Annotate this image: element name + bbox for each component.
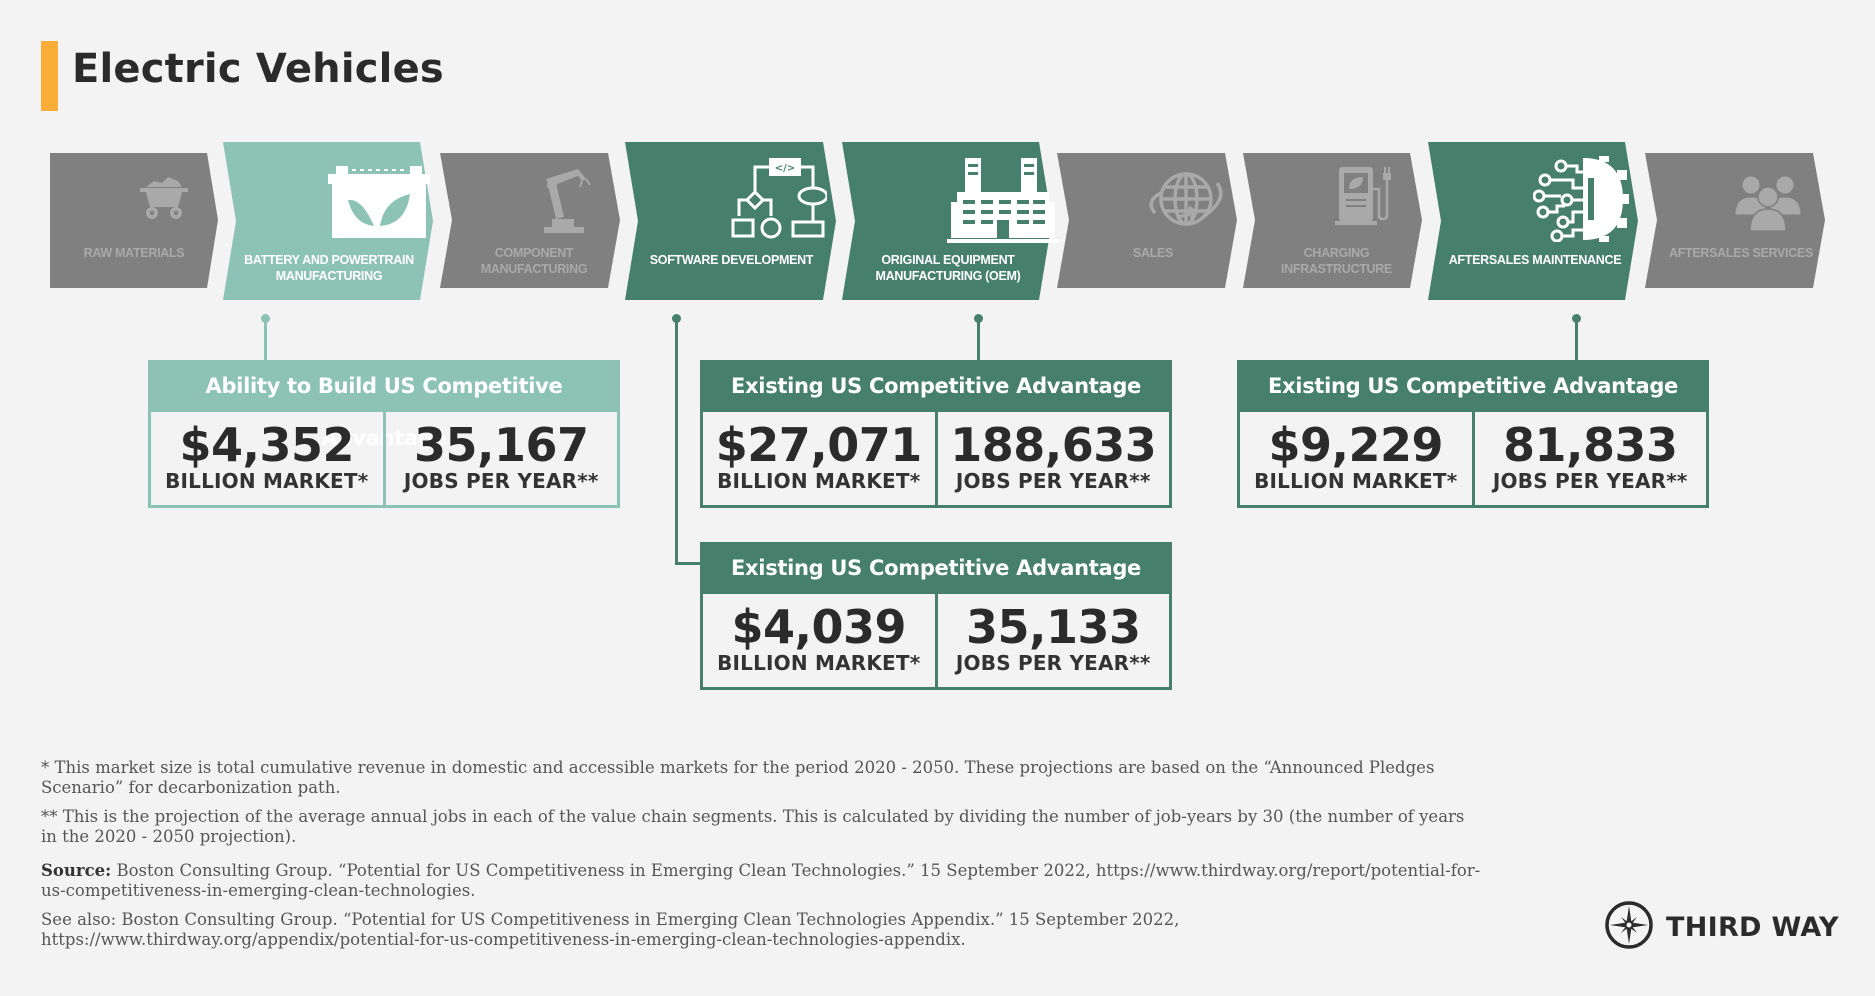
segment-component-manufacturing — [440, 153, 620, 288]
stat-box-heading: Existing US Competitive Advantage — [700, 360, 1172, 412]
stat-box-aftersales — [1237, 360, 1709, 508]
connector-line-battery — [264, 318, 267, 360]
segment-label: SOFTWARE DEVELOPMENT — [649, 253, 814, 267]
stat-box-heading: Existing US Competitive Advantage — [700, 542, 1172, 594]
segment-battery-powertrain — [223, 142, 433, 300]
jobs-value: 35,133 — [965, 600, 1141, 654]
connector-line-software-horizontal — [675, 562, 701, 565]
jobs-cell — [935, 412, 1170, 505]
svg-text:</>: </> — [774, 163, 795, 174]
stat-box-oem — [700, 360, 1172, 508]
see-also-citation: See also: Boston Consulting Group. “Potential for US Competitiveness in Emerging Clean Technologies Appendix.” 15 September 2022, https://www.thirdway.org/appendix/potential-for-us-competitiveness-in-emerging-clean-technologies-appendix. — [41, 910, 1180, 949]
segment-label: RAW MATERIALS — [83, 246, 185, 260]
segment-label: AFTERSALES SERVICES — [1668, 246, 1814, 260]
segment-label: CHARGING INFRASTRUCTURE — [1280, 246, 1393, 276]
jobs-unit: JOBS PER YEAR** — [955, 469, 1151, 493]
market-unit: BILLION MARKET* — [717, 469, 921, 493]
segment-software-development — [625, 142, 836, 300]
market-value: $4,352 — [179, 418, 354, 472]
source-text: Boston Consulting Group. “Potential for US Competitiveness in Emerging Clean Technologies.” 15 September 2022, https://www.thirdway.org/report/potential-for-us-competitiveness-in-emerging-clean-technologies. — [41, 861, 1481, 900]
segment-label: AFTERSALES MAINTENANCE — [1448, 253, 1622, 267]
segment-raw-materials — [50, 153, 218, 288]
jobs-value: 81,833 — [1502, 418, 1678, 472]
source-label: Source: — [41, 861, 112, 880]
market-unit: BILLION MARKET* — [1254, 469, 1458, 493]
footnotes — [41, 758, 1481, 959]
footnote-market: * This market size is total cumulative revenue in domestic and accessible markets for the period 2020 - 2050. These projections are based on the “Announced Pledges Scenario” for decarbonization path. — [41, 758, 1435, 797]
segment-charging-infrastructure — [1243, 153, 1422, 288]
market-size-cell — [151, 412, 383, 505]
jobs-unit: JOBS PER YEAR** — [403, 469, 599, 493]
segment-sales — [1057, 153, 1237, 288]
jobs-cell — [383, 412, 618, 505]
logo-text: THIRD WAY — [1666, 911, 1839, 943]
market-value: $9,229 — [1268, 418, 1443, 472]
jobs-value: 35,167 — [413, 418, 589, 472]
title-accent-bar — [41, 41, 58, 111]
market-unit: BILLION MARKET* — [717, 651, 921, 675]
market-size-cell — [703, 412, 935, 505]
connector-line-aftersales — [1575, 318, 1578, 360]
market-unit: BILLION MARKET* — [165, 469, 369, 493]
segment-label: SALES — [1132, 246, 1174, 260]
market-value: $4,039 — [731, 600, 906, 654]
segment-label: ORIGINAL EQUIPMENT MANUFACTURING (OEM) — [875, 253, 1021, 283]
market-size-cell — [703, 594, 935, 687]
jobs-unit: JOBS PER YEAR** — [1492, 469, 1688, 493]
connector-line-software-vertical — [675, 318, 678, 565]
segment-aftersales-services — [1645, 153, 1825, 288]
market-value: $27,071 — [715, 418, 922, 472]
jobs-value: 188,633 — [950, 418, 1157, 472]
segment-label: BATTERY AND POWERTRAIN MANUFACTURING — [244, 253, 414, 283]
third-way-logo — [1604, 902, 1839, 952]
jobs-cell — [935, 594, 1170, 687]
stat-box-battery — [148, 360, 620, 508]
stat-box-heading: Existing US Competitive Advantage — [1237, 360, 1709, 412]
page-title: Electric Vehicles — [72, 46, 444, 92]
connector-line-oem — [977, 318, 980, 360]
compass-star-icon — [1604, 900, 1654, 955]
segment-label: COMPONENT MANUFACTURING — [480, 246, 588, 276]
footnote-jobs: ** This is the projection of the average annual jobs in each of the value chain segments. This is calculated by dividing the number of job-years by 30 (the number of years in the 2020 - 2050 projection). — [41, 807, 1465, 846]
stat-box-software — [700, 542, 1172, 690]
segment-oem — [842, 142, 1052, 300]
jobs-cell — [1472, 412, 1707, 505]
jobs-unit: JOBS PER YEAR** — [955, 651, 1151, 675]
market-size-cell — [1240, 412, 1472, 505]
stat-box-heading: Ability to Build US Competitive Advantage — [148, 360, 620, 412]
segment-aftersales-maintenance — [1428, 142, 1638, 300]
source-citation — [41, 861, 1481, 901]
